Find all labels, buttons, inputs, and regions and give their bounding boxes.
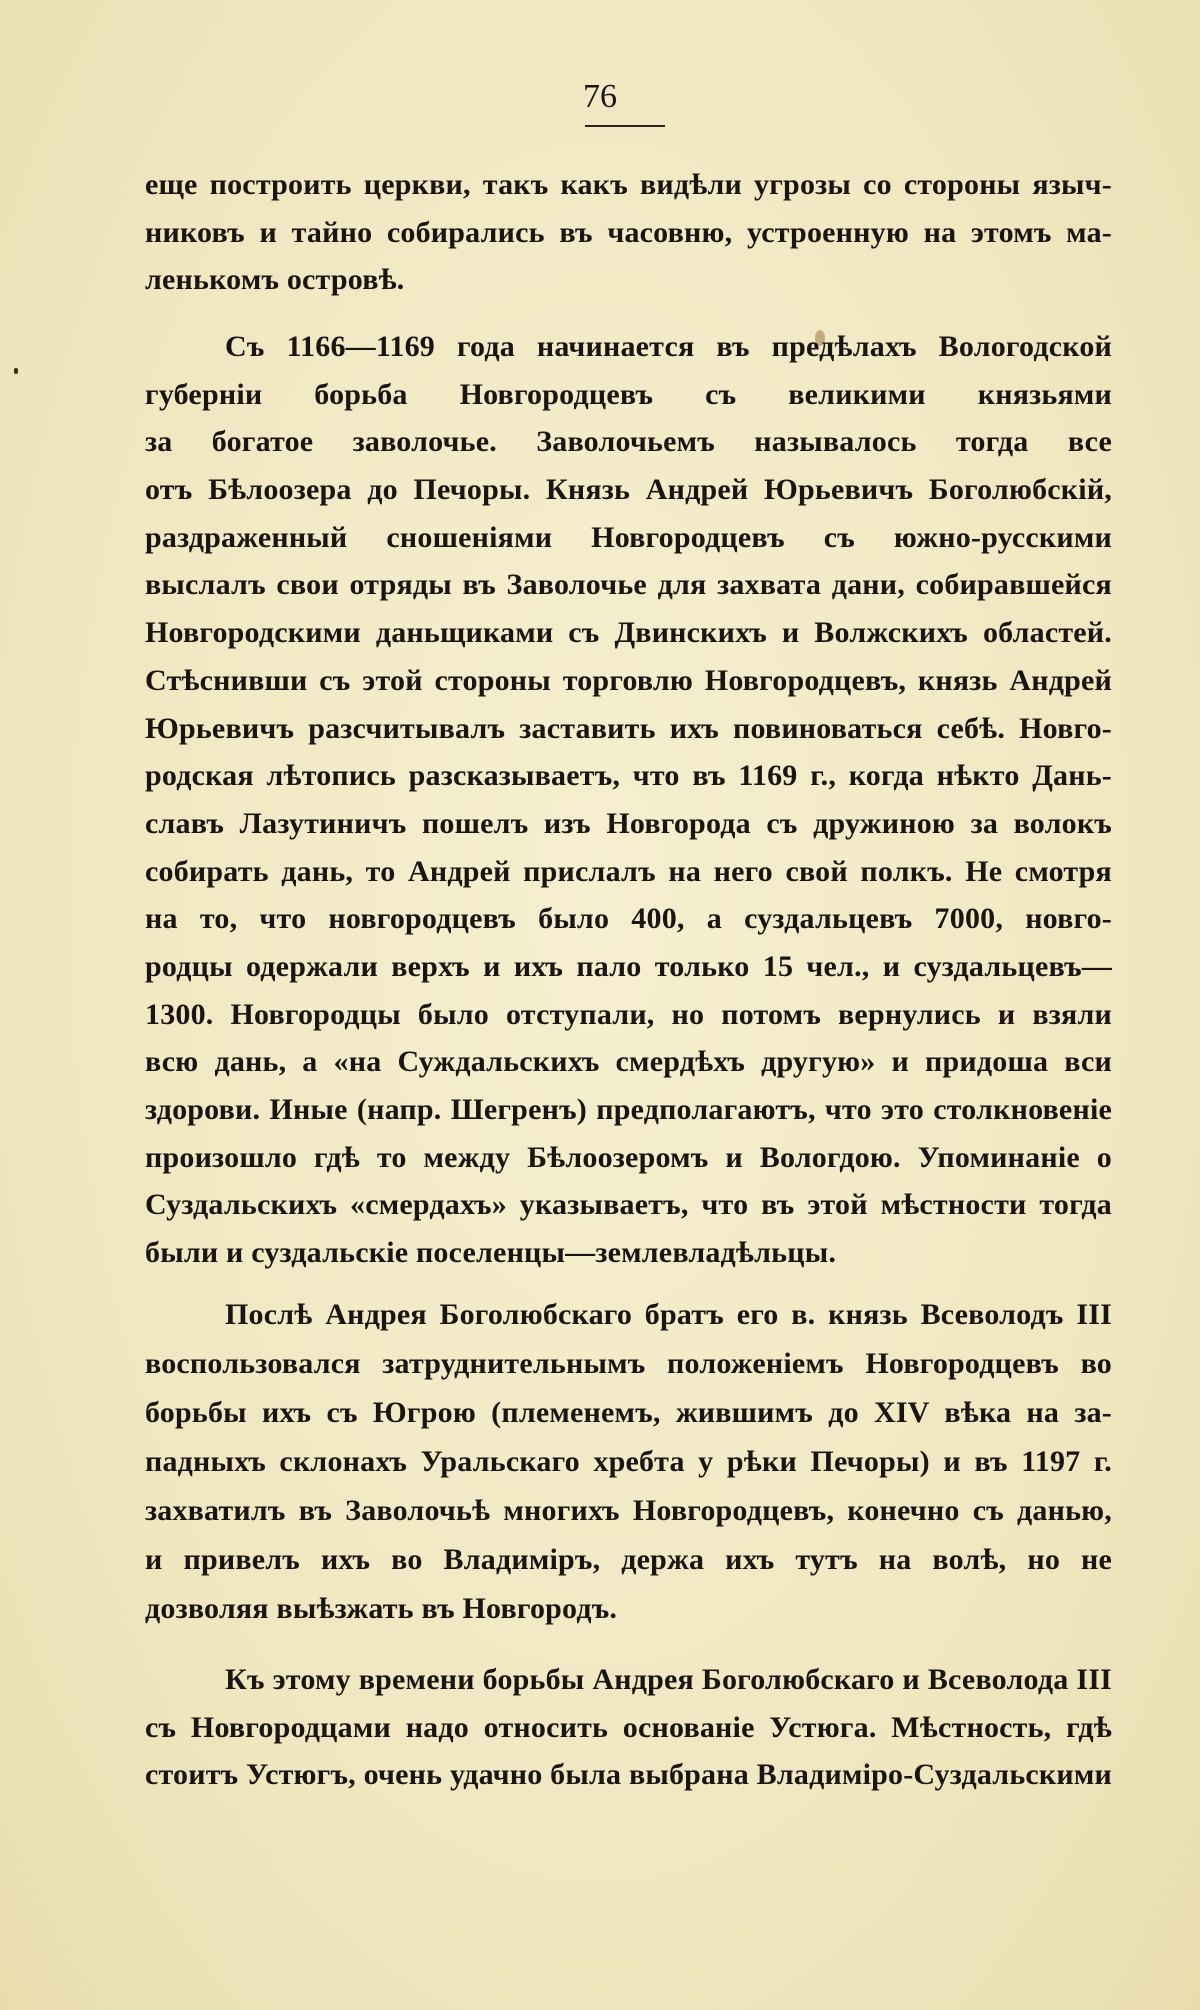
text-line: Юрьевичъ разсчитывалъ заставить ихъ повиноваться себѣ. Новго-: [145, 711, 1112, 745]
text-line: стоитъ Устюгъ, очень удачно была выбрана Владиміро-Суздальскими: [145, 1758, 1112, 1792]
text-line: здорови. Иные (напр. Шегренъ) предполагаютъ, что это столкновеніе: [145, 1093, 1112, 1126]
paragraph-4: [145, 1656, 1112, 1799]
text-line: съ Новгородцами надо относить основаніе Устюга. Мѣстность, гдѣ: [145, 1710, 1112, 1744]
paragraph-3: [145, 1290, 1112, 1633]
text-line: родская лѣтопись разсказываетъ, что въ 1169 г., когда нѣкто Дань-: [145, 759, 1112, 793]
text-line: произошло гдѣ то между Бѣлоозеромъ и Вологдою. Упоминаніе о: [145, 1140, 1112, 1174]
text-line: губерніи борьба Новгородцевъ съ великими князьями: [145, 377, 1112, 411]
text-line: 1300. Новгородцы было отступали, но потомъ вернулись и взяли: [145, 997, 1112, 1031]
text-line: ленькомъ островѣ.: [145, 263, 405, 297]
text-line: никовъ и тайно собирались въ часовню, устроенную на этомъ ма-: [145, 215, 1112, 249]
text-line: отъ Бѣлоозера до Печоры. Князь Андрей Юрьевичъ Боголюбскій,: [145, 473, 1112, 507]
text-line: раздраженный сношеніями Новгородцевъ съ южно-русскими: [145, 520, 1112, 554]
paragraph-1: [145, 161, 1112, 304]
paragraph-2: [145, 323, 1112, 1277]
text-line: Послѣ Андрея Боголюбскаго братъ его в. князь Всеволодъ III: [225, 1298, 1112, 1331]
text-line: Стѣснивши съ этой стороны торговлю Новгородцевъ, князь Андрей: [145, 663, 1112, 697]
text-line: Суздальскихъ «смердахъ» указываетъ, что въ этой мѣстности тогда: [145, 1188, 1112, 1222]
text-line: борьбы ихъ съ Югрою (племенемъ, жившимъ до XIV вѣка на за-: [145, 1396, 1112, 1429]
text-line: захватилъ въ Заволочьѣ многихъ Новгородцевъ, конечно съ данью,: [145, 1494, 1112, 1527]
text-line: на то, что новгородцевъ было 400, а суздальцевъ 7000, новго-: [145, 902, 1112, 936]
text-line: падныхъ склонахъ Уральскаго хребта у рѣки Печоры) и въ 1197 г.: [145, 1445, 1112, 1478]
text-line: выслалъ свои отряды въ Заволочье для захвата дани, собиравшейся: [145, 568, 1112, 602]
text-line: Новгородскими даньщиками съ Двинскихъ и Волжскихъ областей.: [145, 616, 1112, 650]
text-line: родцы одержали верхъ и ихъ пало только 15 чел., и суздальцевъ—: [145, 949, 1112, 983]
text-line: дозволяя выѣзжать въ Новгородъ.: [145, 1592, 618, 1625]
text-line: еще построить церкви, такъ какъ видѣли угрозы со стороны языч-: [145, 168, 1112, 201]
text-line: воспользовался затруднительнымъ положеніемъ Новгородцевъ во: [145, 1347, 1112, 1380]
text-line: Съ 1166—1169 года начинается въ предѣлахъ Вологодской: [225, 330, 1112, 363]
page-number: 76: [583, 78, 617, 115]
ink-speck: [14, 368, 18, 374]
text-line: всю дань, а «на Суждальскихъ смердѣхъ другую» и придоша вси: [145, 1045, 1112, 1079]
text-line: собирать дань, то Андрей прислалъ на него свой полкъ. Не смотря: [145, 854, 1112, 888]
page-number-rule: [585, 125, 665, 127]
text-line: и привелъ ихъ во Владиміръ, держа ихъ тутъ на волѣ, но не: [145, 1543, 1112, 1576]
text-line: за богатое заволочье. Заволочьемъ называлось тогда все: [145, 425, 1112, 459]
text-line: были и суздальскіе поселенцы—землевладѣльцы.: [145, 1236, 837, 1270]
text-line: славъ Лазутиничъ пошелъ изъ Новгорода съ дружиною за волокъ: [145, 806, 1112, 840]
text-line: Къ этому времени борьбы Андрея Боголюбскаго и Всеволода III: [225, 1663, 1112, 1696]
